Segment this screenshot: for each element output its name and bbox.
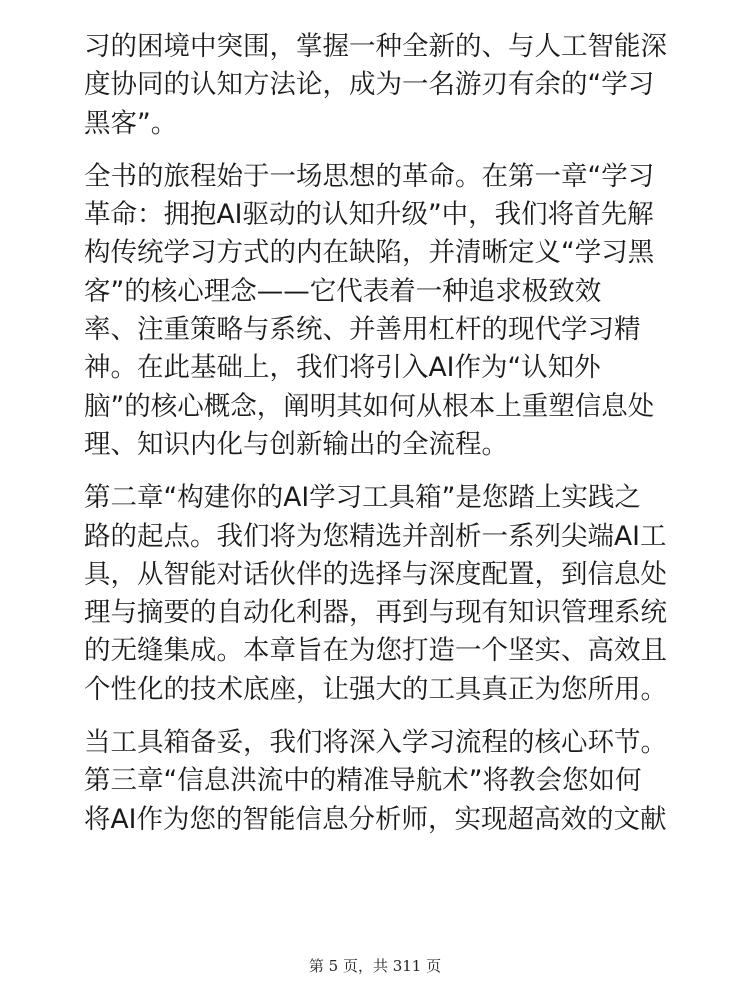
text-line: 当工具箱备妥，我们将深入学习流程的核心环节。 [84, 727, 667, 759]
text-line: 革命：拥抱AI驱动的认知升级”中，我们将首先解 [84, 199, 654, 231]
text-line: 路的起点。我们将为您精选并剖析一系列尖端AI工 [84, 520, 667, 552]
paragraph-1 [84, 28, 674, 143]
paragraph-2 [84, 158, 674, 464]
text-line: 第二章“构建你的AI学习工具箱”是您踏上实践之 [84, 482, 641, 514]
text-line: 将AI作为您的智能信息分析师，实现超高效的文献 [84, 803, 667, 835]
text-line: 的无缝集成。本章旨在为您打造一个坚实、高效且 [84, 635, 667, 667]
text-line: 脑”的核心概念，阐明其如何从根本上重塑信息处 [84, 390, 655, 422]
text-line: 神。在此基础上，我们将引入AI作为“认知外 [84, 352, 601, 384]
text-line: 率、注重策略与系统、并善用杠杆的现代学习精 [84, 314, 641, 346]
paragraph-3 [84, 479, 674, 709]
text-line: 客”的核心理念——它代表着一种追求极致效 [84, 275, 602, 307]
text-line: 全书的旅程始于一场思想的革命。在第一章“学习 [84, 160, 655, 192]
text-line: 理、知识内化与创新输出的全流程。 [84, 428, 508, 460]
page-number-footer: 第 5 页，共 311 页 [308, 957, 442, 975]
text-line: 习的困境中突围，掌握一种全新的、与人工智能深 [84, 31, 667, 62]
body-text [84, 28, 674, 854]
paragraph-4 [84, 724, 674, 839]
text-line: 度协同的认知方法论，成为一名游刃有余的“学习 [84, 69, 655, 101]
text-line: 黑客”。 [84, 107, 178, 139]
text-line: 构传统学习方式的内在缺陷，并清晰定义“学习黑 [84, 237, 655, 269]
text-line: 理与摘要的自动化利器，再到与现有知识管理系统 [84, 597, 667, 629]
text-line: 第三章“信息洪流中的精准导航术”将教会您如何 [84, 765, 642, 797]
text-line: 个性化的技术底座，让强大的工具真正为您所用。 [84, 673, 667, 705]
text-line: 具，从智能对话伙伴的选择与深度配置，到信息处 [84, 558, 667, 590]
